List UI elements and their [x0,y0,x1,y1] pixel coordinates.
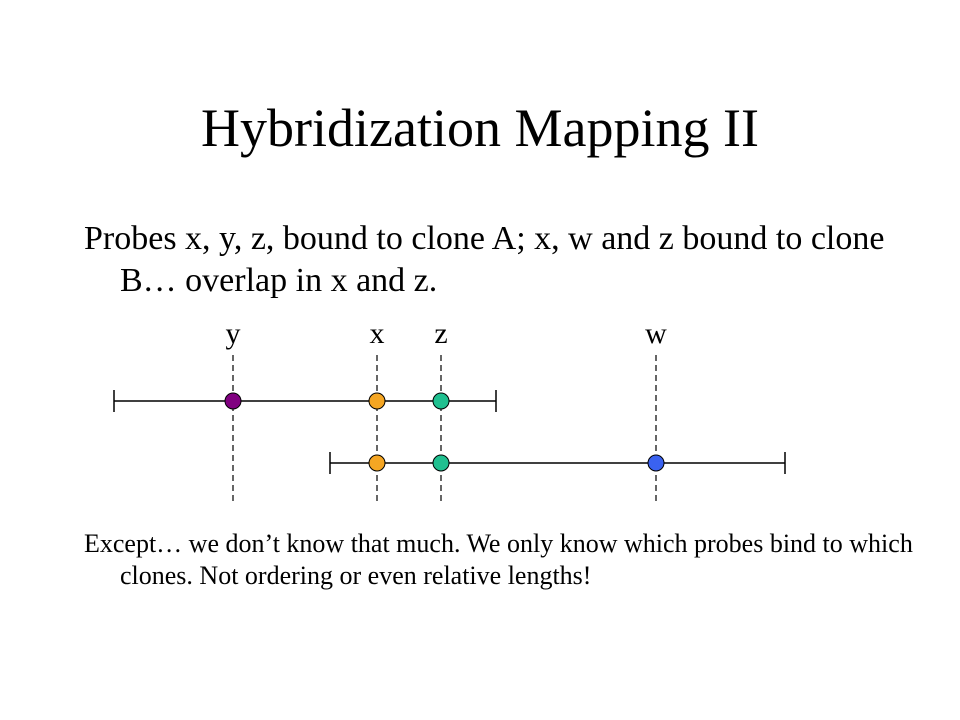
clone-a [114,390,496,412]
clone-a-probe-y-dot [225,393,241,409]
probe-label-z: z [434,317,448,350]
probe-label-x: x [369,317,385,350]
slide-title: Hybridization Mapping II [201,98,759,158]
probe-label-y: y [225,317,241,350]
caveat-text: Except… we don’t know that much. We only know which probes bind to which clones. Not ordering or even relative lengths! [84,529,913,590]
clone-b [330,452,785,474]
clone-a-probe-z-dot [433,393,449,409]
clone-b-probe-w-dot [648,455,664,471]
clone-b-probe-x-dot [369,455,385,471]
clone-a-probe-x-dot [369,393,385,409]
probe-label-w: w [645,317,667,350]
clone-b-probe-z-dot [433,455,449,471]
body-text: Probes x, y, z, bound to clone A; x, w and z bound to clone B… overlap in x and z. [84,220,885,299]
